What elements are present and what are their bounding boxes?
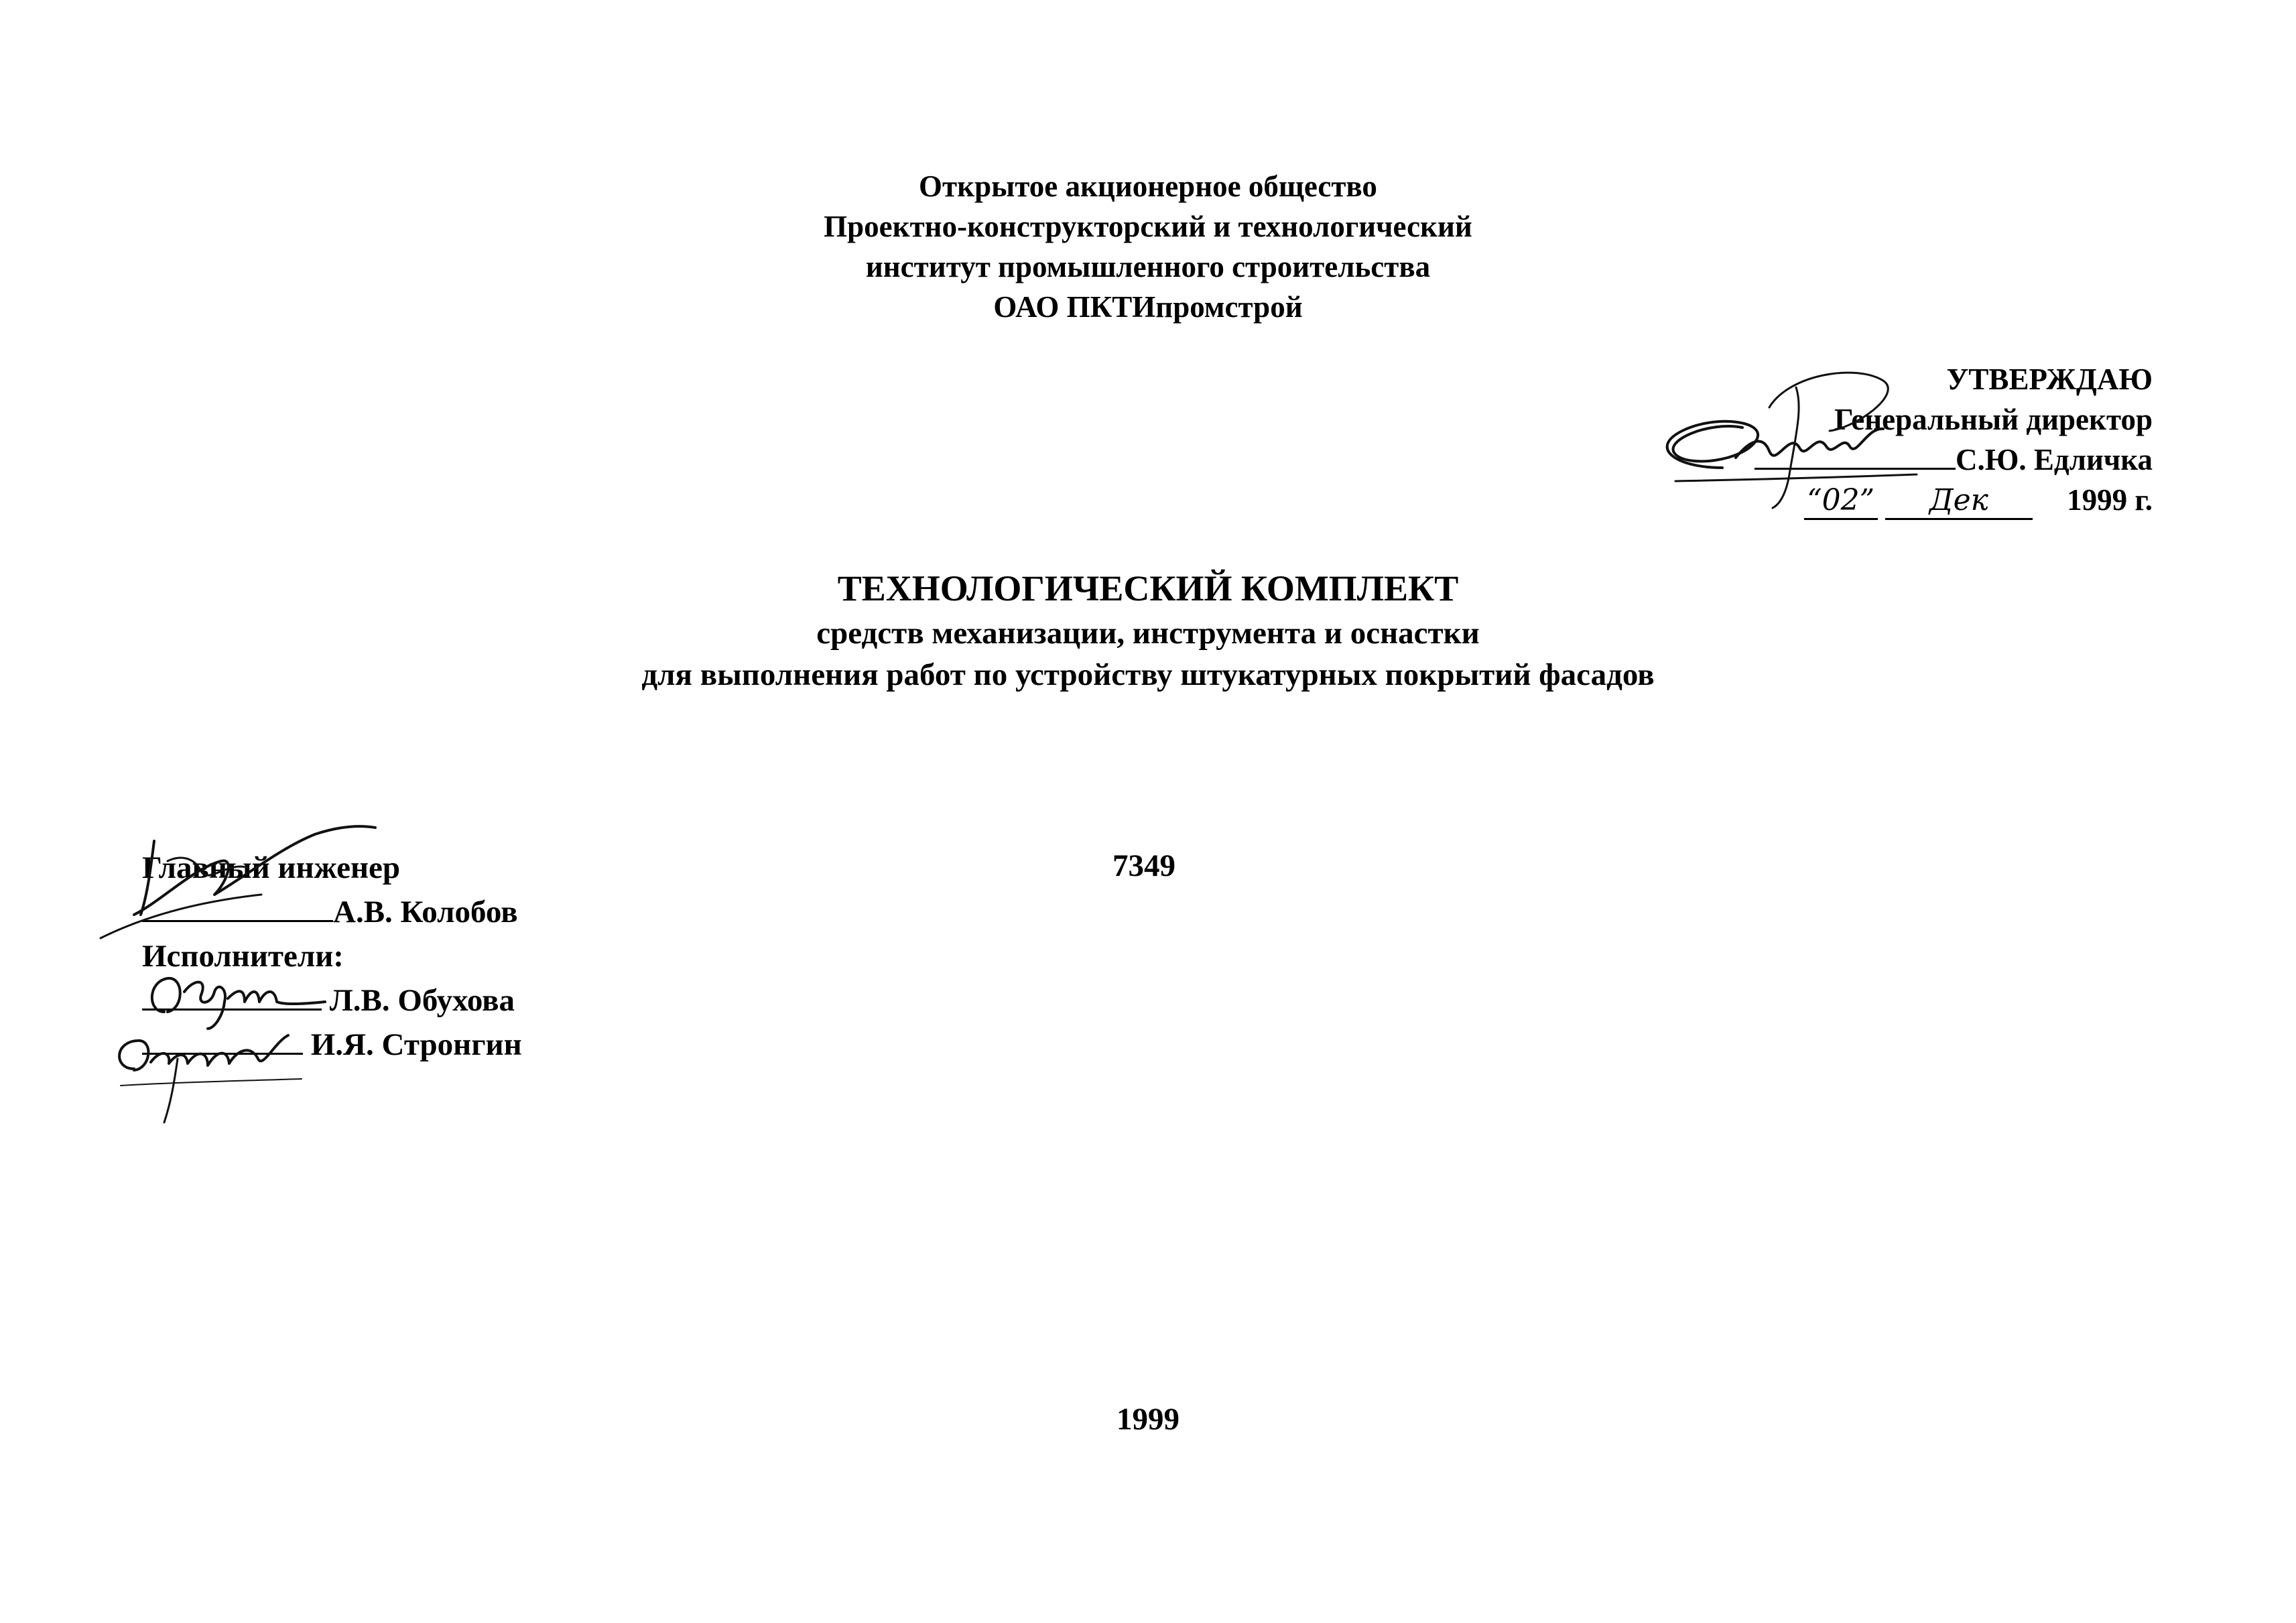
approval-position: Генеральный директор: [1834, 403, 2153, 436]
approval-heading: УТВЕРЖДАЮ: [1946, 363, 2153, 396]
approval-date-month: Дек: [1885, 483, 2033, 520]
document-title-block: [0, 564, 2296, 696]
executor-2-name: И.Я. Стронгин: [310, 1027, 522, 1062]
approval-date-day: “02”: [1804, 483, 1878, 520]
executors-label: Исполнители:: [142, 939, 344, 974]
org-name-line-2: институт промышленного строительства: [865, 250, 1431, 283]
chief-engineer-name: А.В. Колобов: [333, 895, 518, 929]
organization-header: [0, 166, 2296, 327]
executor-1-name: Л.В. Обухова: [329, 983, 515, 1018]
document-number: 7349: [1112, 848, 1175, 883]
document-subtitle-2: для выполнения работ по устройству штукатурных покрытий фасадов: [641, 657, 1655, 692]
chief-engineer-label: Главный инженер: [142, 850, 401, 885]
executor-2-signature-icon: [107, 1022, 322, 1129]
approval-date-year: 1999 г.: [2067, 483, 2153, 517]
chief-engineer-signature-icon: [94, 821, 402, 955]
director-signature-icon: [1635, 367, 1943, 515]
document-title: ТЕХНОЛОГИЧЕСКИЙ КОМПЛЕКТ: [837, 568, 1459, 608]
org-abbreviation: ОАО ПКТИпромстрой: [993, 290, 1303, 324]
org-name-line-1: Проектно-конструкторский и технологический: [824, 210, 1472, 243]
approval-name: С.Ю. Едличка: [1956, 443, 2153, 476]
org-type: Открытое акционерное общество: [919, 170, 1377, 203]
document-year: 1999: [1117, 1402, 1179, 1437]
document-subtitle-1: средств механизации, инструмента и оснастки: [816, 616, 1480, 651]
